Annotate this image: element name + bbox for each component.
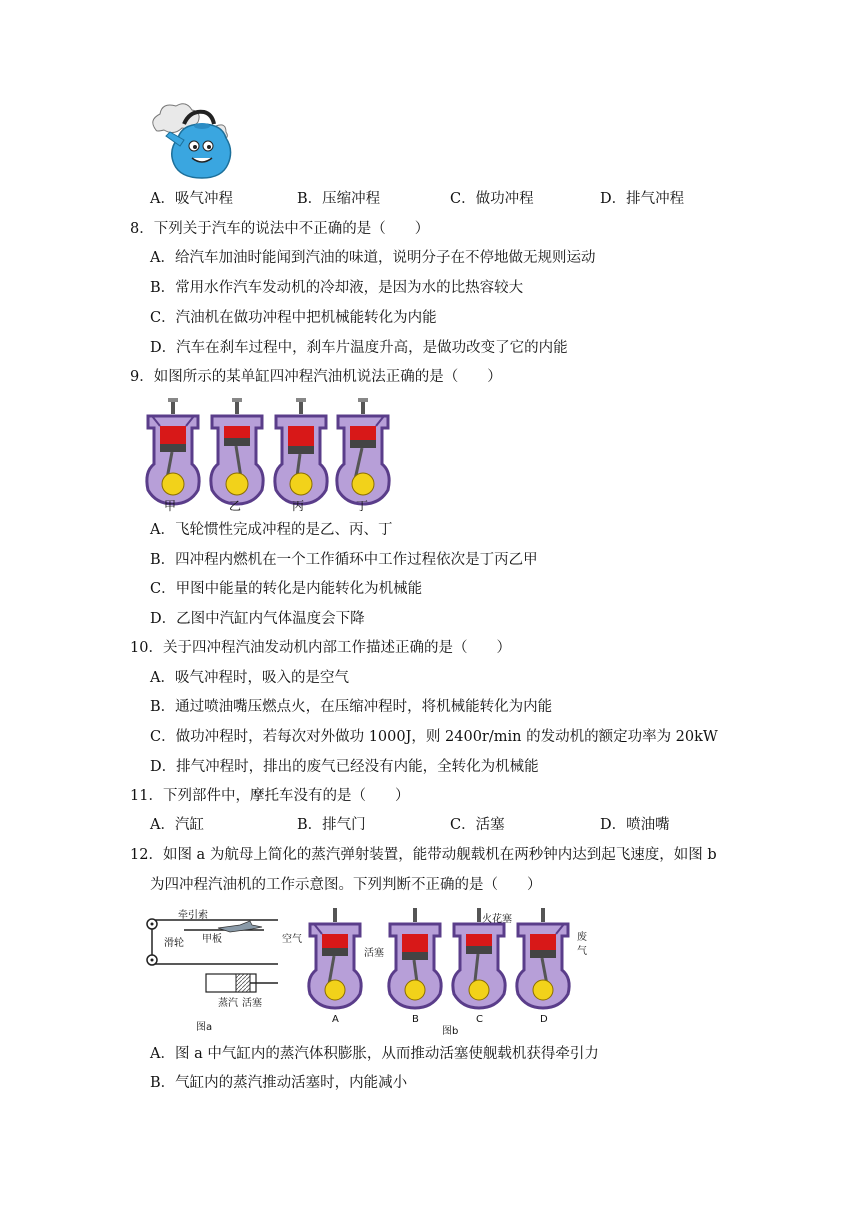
engine-letter-d: D (540, 1014, 548, 1025)
label-piston-b: 活塞 (364, 948, 384, 959)
q9-option-c[interactable]: C．甲图中能量的转化是内能转化为机械能 (150, 581, 423, 597)
q8-option-b[interactable]: B．常用水作汽车发动机的冷却液，是因为水的比热容较大 (150, 280, 524, 296)
q12-option-b[interactable]: B．气缸内的蒸汽推动活塞时，内能减小 (150, 1075, 408, 1091)
q9-stem: 9．如图所示的某单缸四冲程汽油机说法正确的是（ ） (130, 369, 502, 385)
q9-option-b[interactable]: B．四冲程内燃机在一个工作循环中工作过程依次是丁丙乙甲 (150, 552, 538, 568)
engine-bing (275, 398, 327, 504)
engine-letter-a: A (332, 1014, 339, 1025)
q11-option-a[interactable]: A．汽缸 (150, 817, 204, 833)
label-spark: 火花塞 (482, 914, 512, 925)
q9-engine-figure (142, 396, 392, 516)
q11-stem: 11．下列部件中，摩托车没有的是（ ） (130, 788, 410, 804)
q10-option-d[interactable]: D．排气冲程时，排出的废气已经没有内能，全转化为机械能 (150, 759, 539, 775)
q8-option-d[interactable]: D．汽车在刹车过程中，刹车片温度升高，是做功改变了它的内能 (150, 340, 568, 356)
engine-letter-b: B (412, 1014, 419, 1025)
engine-d (517, 908, 569, 1008)
engine-a (309, 908, 361, 1008)
engine-label-yi: 乙 (229, 499, 242, 513)
engine-ding (337, 398, 389, 504)
q11-option-c[interactable]: C．活塞 (450, 817, 505, 833)
q9-option-d[interactable]: D．乙图中汽缸内气体温度会下降 (150, 611, 365, 627)
engine-label-bing: 丙 (292, 499, 305, 513)
label-exhaust-1: 废 (577, 932, 587, 943)
engine-b (389, 908, 441, 1008)
q12-stem-line1: 12．如图 a 为航母上简化的蒸汽弹射装置，能带动舰载机在两秒钟内达到起飞速度，如图 b (130, 847, 717, 863)
engine-label-ding: 丁 (356, 499, 369, 513)
engine-yi (211, 398, 263, 504)
label-rope: 牵引索 (178, 910, 208, 921)
q12-stem-line2: 为四冲程汽油机的工作示意图。下列判断不正确的是（ ） (150, 877, 542, 893)
q7-option-d[interactable]: D．排气冲程 (600, 191, 685, 207)
q12-figure-a (138, 908, 282, 1038)
q10-option-c[interactable]: C．做功冲程时，若每次对外做功 1000J，则 2400r/min 的发动机的额定功率为 20kW (150, 729, 718, 745)
label-pulley: 滑轮 (164, 938, 184, 949)
q7-option-c[interactable]: C．做功冲程 (450, 191, 534, 207)
figure-b-caption: 图b (442, 1026, 459, 1037)
label-deck: 甲板 (202, 934, 222, 945)
q8-option-a[interactable]: A．给汽车加油时能闻到汽油的味道，说明分子在不停地做无规则运动 (150, 250, 596, 266)
q10-option-b[interactable]: B．通过喷油嘴压燃点火，在压缩冲程时，将机械能转化为内能 (150, 699, 553, 715)
q10-option-a[interactable]: A．吸气冲程时，吸入的是空气 (150, 670, 349, 686)
label-piston-a: 活塞 (242, 998, 262, 1009)
label-air: 空气 (282, 934, 302, 945)
q7-option-a[interactable]: A．吸气冲程 (150, 191, 233, 207)
q8-option-c[interactable]: C．汽油机在做功冲程中把机械能转化为内能 (150, 310, 437, 326)
q10-stem: 10．关于四冲程汽油发动机内部工作描述正确的是（ ） (130, 640, 511, 656)
figure-a-caption: 图a (196, 1022, 213, 1033)
q7-option-b[interactable]: B．压缩冲程 (297, 191, 381, 207)
label-exhaust-2: 气 (577, 946, 587, 957)
q9-option-a[interactable]: A．飞轮惯性完成冲程的是乙、丙、丁 (150, 522, 393, 538)
q8-stem: 8．下列关于汽车的说法中不正确的是（ ） (130, 221, 430, 237)
label-steam: 蒸汽 (218, 998, 238, 1009)
engine-letter-c: C (476, 1014, 483, 1025)
q12-option-a[interactable]: A．图 a 中气缸内的蒸汽体积膨胀，从而推动活塞使舰载机获得牵引力 (150, 1046, 599, 1062)
q12-figure-b (282, 906, 592, 1038)
engine-jia (147, 398, 199, 504)
q11-option-b[interactable]: B．排气门 (297, 817, 366, 833)
kettle-illustration (146, 100, 236, 182)
q11-option-d[interactable]: D．喷油嘴 (600, 817, 670, 833)
engine-label-jia: 甲 (164, 499, 177, 513)
